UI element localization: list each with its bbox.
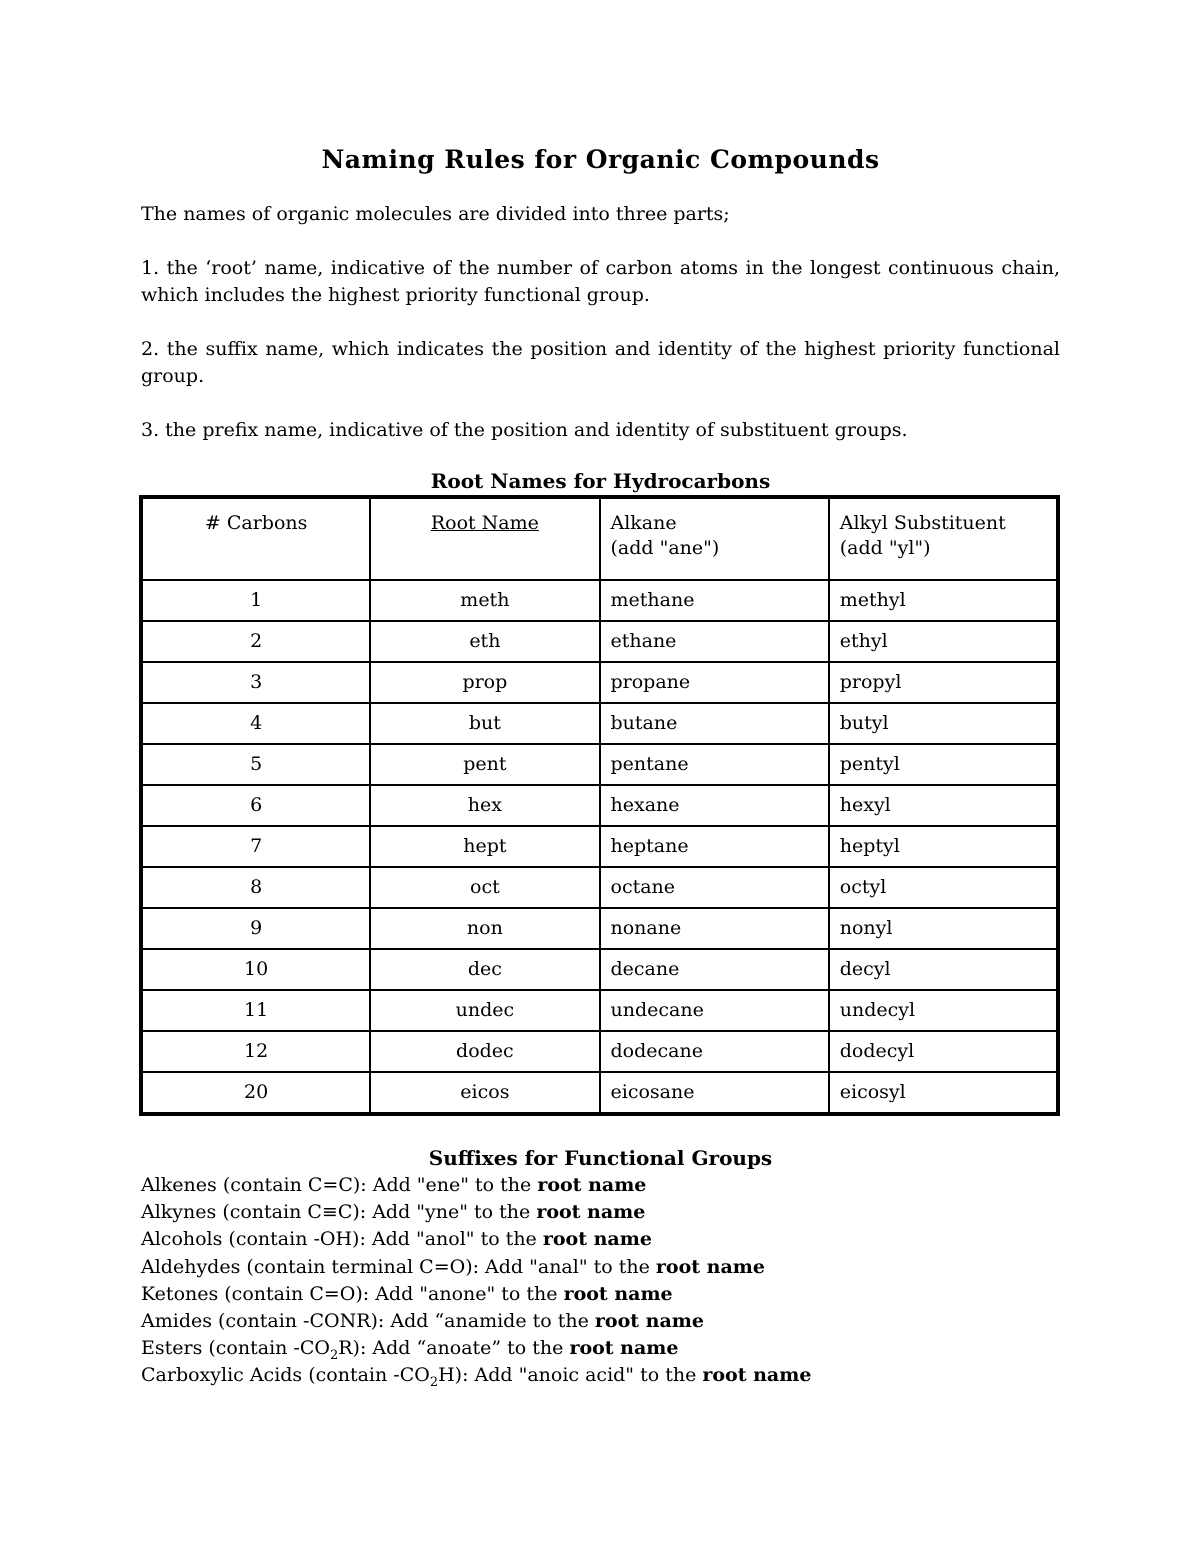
suffix-root-name: root name xyxy=(537,1174,647,1196)
cell-alkyl: ethyl xyxy=(829,621,1058,662)
cell-root-name: meth xyxy=(370,580,599,621)
subscript: 2 xyxy=(329,1348,339,1364)
table-row xyxy=(141,826,1058,867)
cell-alkyl: dodecyl xyxy=(829,1031,1058,1072)
cell-root-name: non xyxy=(370,908,599,949)
rule-prefix: 3. the prefix name, indicative of the position and identity of substituent groups. xyxy=(141,419,908,441)
cell-root-name: pent xyxy=(370,744,599,785)
cell-alkyl: decyl xyxy=(829,949,1058,990)
table-row xyxy=(141,1031,1058,1072)
table-row xyxy=(141,990,1058,1031)
suffix-text-pre: Carboxylic Acids (contain -CO xyxy=(141,1364,430,1387)
table-row xyxy=(141,949,1058,990)
subscript: 2 xyxy=(429,1375,439,1391)
header-alkane xyxy=(600,497,829,580)
cell-alkyl: eicosyl xyxy=(829,1072,1058,1114)
cell-root-name: eicos xyxy=(370,1072,599,1114)
cell-carbons: 11 xyxy=(141,990,370,1031)
cell-alkane: ethane xyxy=(600,621,829,662)
suffix-root-name: root name xyxy=(702,1364,812,1387)
table-row xyxy=(141,1072,1058,1114)
cell-carbons: 2 xyxy=(141,621,370,662)
table-row xyxy=(141,621,1058,662)
header-carbons: # Carbons xyxy=(141,497,370,580)
cell-alkane: eicosane xyxy=(600,1072,829,1114)
table-header-row xyxy=(141,497,1058,580)
cell-alkyl: pentyl xyxy=(829,744,1058,785)
cell-alkane: dodecane xyxy=(600,1031,829,1072)
suffix-item xyxy=(141,1362,1060,1389)
cell-alkyl: propyl xyxy=(829,662,1058,703)
cell-carbons: 6 xyxy=(141,785,370,826)
cell-carbons: 9 xyxy=(141,908,370,949)
cell-carbons: 1 xyxy=(141,580,370,621)
page-title: Naming Rules for Organic Compounds xyxy=(321,145,880,174)
cell-root-name: hex xyxy=(370,785,599,826)
header-alkane-label: Alkane xyxy=(610,512,677,534)
cell-carbons: 7 xyxy=(141,826,370,867)
cell-alkyl: butyl xyxy=(829,703,1058,744)
cell-root-name: oct xyxy=(370,867,599,908)
intro-text: The names of organic molecules are divided into three parts; xyxy=(141,203,730,225)
cell-carbons: 20 xyxy=(141,1072,370,1114)
suffix-item xyxy=(141,1172,1060,1199)
cell-alkyl: undecyl xyxy=(829,990,1058,1031)
suffix-list xyxy=(141,1172,1060,1390)
cell-root-name: hept xyxy=(370,826,599,867)
cell-root-name: but xyxy=(370,703,599,744)
cell-alkyl: hexyl xyxy=(829,785,1058,826)
cell-root-name: prop xyxy=(370,662,599,703)
cell-root-name: dec xyxy=(370,949,599,990)
cell-alkane: undecane xyxy=(600,990,829,1031)
suffix-root-name: root name xyxy=(563,1282,673,1305)
suffix-text: R): Add “anoate” to the xyxy=(338,1337,570,1360)
suffix-text: Amides (contain -CONR): Add “anamide to the xyxy=(141,1310,595,1333)
cell-alkyl: heptyl xyxy=(829,826,1058,867)
cell-carbons: 12 xyxy=(141,1031,370,1072)
table-row xyxy=(141,744,1058,785)
table-row xyxy=(141,703,1058,744)
cell-root-name: dodec xyxy=(370,1031,599,1072)
cell-carbons: 3 xyxy=(141,662,370,703)
table-title: Root Names for Hydrocarbons xyxy=(430,469,771,493)
table-row xyxy=(141,580,1058,621)
cell-root-name: eth xyxy=(370,621,599,662)
suffix-item xyxy=(141,1199,1060,1226)
table-row xyxy=(141,867,1058,908)
cell-carbons: 8 xyxy=(141,867,370,908)
cell-root-name: undec xyxy=(370,990,599,1031)
suffix-item xyxy=(141,1308,1060,1335)
suffix-text: Alcohols (contain -OH): Add "anol" to the xyxy=(141,1228,543,1251)
cell-alkane: hexane xyxy=(600,785,829,826)
document-page xyxy=(141,140,1060,1390)
table-row xyxy=(141,785,1058,826)
cell-alkane: decane xyxy=(600,949,829,990)
cell-carbons: 5 xyxy=(141,744,370,785)
suffix-text-pre: Esters (contain -CO xyxy=(141,1337,330,1360)
suffix-text: Ketones (contain C=O): Add "anone" to the xyxy=(141,1282,564,1305)
suffix-text: Alkenes (contain C=C): Add "ene" to the xyxy=(141,1174,538,1196)
suffix-item xyxy=(141,1254,1060,1281)
cell-alkane: butane xyxy=(600,703,829,744)
cell-carbons: 10 xyxy=(141,949,370,990)
suffix-text: Aldehydes (contain terminal C=O): Add "anal" to the xyxy=(141,1255,656,1278)
suffix-root-name: root name xyxy=(536,1201,646,1224)
header-alkyl-note: (add "yl") xyxy=(839,537,931,559)
rule-suffix: 2. the suffix name, which indicates the position and identity of the highest priority functional group. xyxy=(141,338,1060,387)
cell-alkane: pentane xyxy=(600,744,829,785)
header-root-name xyxy=(370,497,599,580)
suffix-item xyxy=(141,1335,1060,1362)
cell-alkyl: methyl xyxy=(829,580,1058,621)
header-alkyl xyxy=(829,497,1058,580)
suffix-text: Alkynes (contain C≡C): Add "yne" to the xyxy=(141,1201,537,1224)
rule-root: 1. the ‘root’ name, indicative of the number of carbon atoms in the longest continuous chain, which includes the highest priority functional group. xyxy=(141,257,1060,306)
suffixes-title: Suffixes for Functional Groups xyxy=(428,1146,773,1170)
header-alkyl-label: Alkyl Substituent xyxy=(839,512,1006,534)
cell-alkane: nonane xyxy=(600,908,829,949)
suffix-text: H): Add "anoic acid" to the xyxy=(438,1364,703,1387)
table-row xyxy=(141,662,1058,703)
cell-alkane: octane xyxy=(600,867,829,908)
suffix-root-name: root name xyxy=(655,1255,765,1278)
suffix-root-name: root name xyxy=(542,1228,652,1251)
cell-alkyl: octyl xyxy=(829,867,1058,908)
cell-alkane: methane xyxy=(600,580,829,621)
suffix-item xyxy=(141,1281,1060,1308)
suffix-root-name: root name xyxy=(569,1337,679,1360)
table-row xyxy=(141,908,1058,949)
header-alkane-note: (add "ane") xyxy=(610,537,720,559)
root-names-table xyxy=(139,495,1060,1116)
cell-carbons: 4 xyxy=(141,703,370,744)
cell-alkyl: nonyl xyxy=(829,908,1058,949)
cell-alkane: propane xyxy=(600,662,829,703)
suffix-root-name: root name xyxy=(594,1310,704,1333)
cell-alkane: heptane xyxy=(600,826,829,867)
header-root-name-label: Root Name xyxy=(430,512,539,534)
suffix-item xyxy=(141,1226,1060,1253)
